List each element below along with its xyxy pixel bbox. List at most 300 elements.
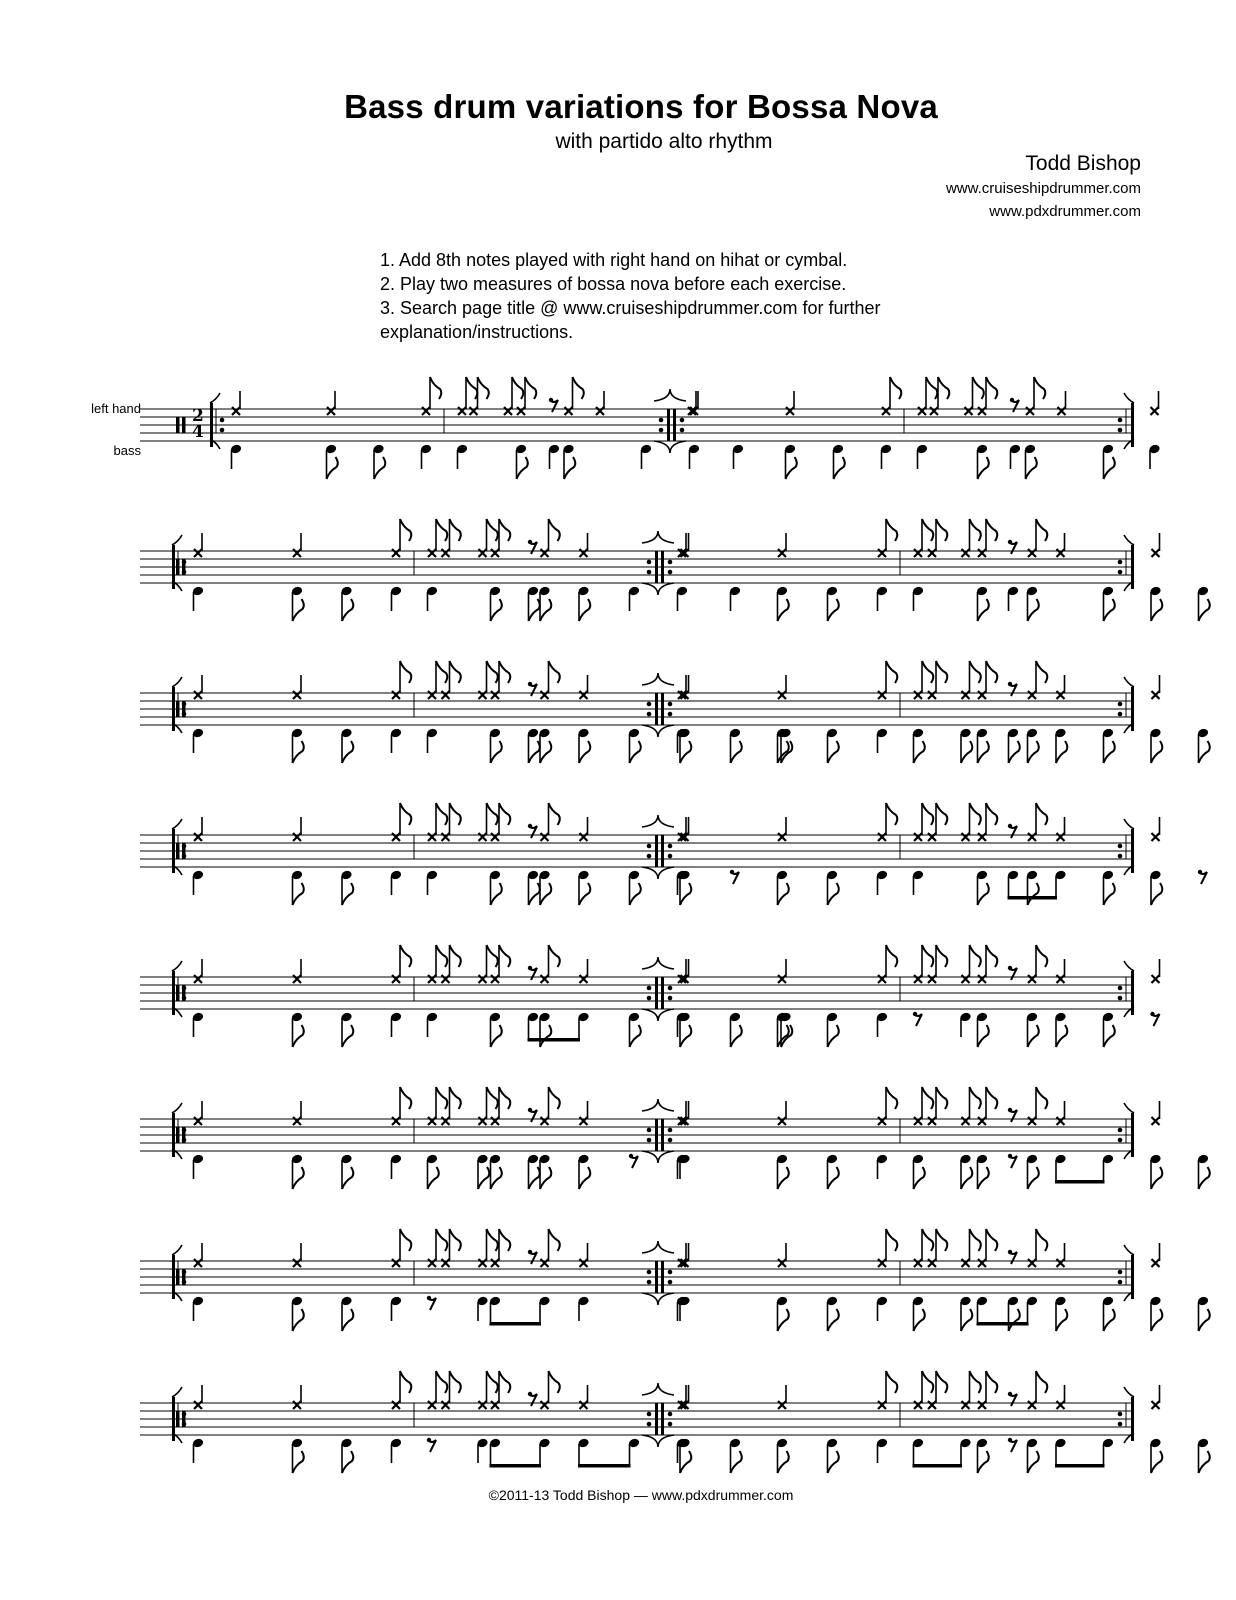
cross-notehead — [293, 691, 301, 699]
flag — [400, 1087, 411, 1109]
cross-notehead — [778, 833, 786, 841]
flag — [342, 1309, 353, 1331]
flag — [970, 519, 981, 541]
flag — [936, 1371, 947, 1393]
cross-notehead — [914, 1117, 922, 1125]
flag — [512, 377, 523, 399]
flag — [680, 741, 691, 763]
cross-notehead — [194, 1117, 202, 1125]
staff-system — [140, 945, 1160, 1047]
flag — [778, 1309, 789, 1331]
cross-notehead — [479, 833, 487, 841]
flag — [549, 1371, 560, 1393]
repeat-dot — [1118, 712, 1123, 717]
cross-notehead — [428, 1117, 436, 1125]
flag — [487, 1371, 498, 1393]
flag — [293, 1167, 304, 1189]
cross-notehead — [491, 833, 499, 841]
cross-notehead — [882, 407, 890, 415]
flag — [436, 803, 447, 825]
cross-notehead — [978, 975, 986, 983]
cross-notehead — [479, 691, 487, 699]
flag — [487, 519, 498, 541]
cross-notehead — [928, 1117, 936, 1125]
flag — [886, 1087, 897, 1109]
cross-notehead — [778, 549, 786, 557]
cross-notehead — [565, 407, 573, 415]
repeat-dot — [647, 712, 652, 717]
flag — [970, 661, 981, 683]
rest-dot — [528, 1392, 532, 1396]
repeat-dot — [1118, 428, 1123, 433]
flag — [1199, 1167, 1210, 1189]
website-link-pdx[interactable]: www.pdxdrummer.com — [989, 203, 1141, 220]
repeat-bracket — [642, 531, 674, 543]
staff-label-bass: bass — [113, 443, 141, 458]
rest-dot — [1010, 398, 1014, 402]
repeat-bracket — [642, 725, 674, 737]
cross-notehead — [978, 691, 986, 699]
flag — [540, 741, 551, 763]
cross-notehead — [1057, 1259, 1065, 1267]
rest-dot — [1008, 682, 1012, 686]
cross-notehead — [962, 549, 970, 557]
flag — [886, 1229, 897, 1251]
flag — [491, 883, 502, 905]
cross-notehead — [978, 833, 986, 841]
repeat-bar — [655, 1403, 658, 1435]
flag — [778, 599, 789, 621]
flag — [549, 661, 560, 683]
repeat-dot — [647, 560, 652, 565]
flag — [1199, 1451, 1210, 1473]
cross-notehead — [442, 1401, 450, 1409]
rest-dot — [1008, 1154, 1012, 1158]
flag — [342, 883, 353, 905]
repeat-dot — [182, 986, 187, 991]
repeat-bracket — [172, 819, 182, 829]
flag — [886, 519, 897, 541]
repeat-bracket — [642, 673, 674, 685]
flag — [970, 803, 981, 825]
flag — [478, 377, 489, 399]
flag — [961, 741, 972, 763]
repeat-dot — [1118, 418, 1123, 423]
footer-copyright: ©2011-13 Todd Bishop — www.pdxdrummer.com — [488, 1487, 794, 1503]
repeat-dot — [220, 418, 225, 423]
flag — [978, 883, 989, 905]
flag — [1036, 803, 1047, 825]
repeat-dot — [680, 428, 685, 433]
flag — [978, 741, 989, 763]
flag — [936, 803, 947, 825]
cross-notehead — [1028, 1401, 1036, 1409]
rest-dot — [913, 1012, 917, 1016]
cross-notehead — [928, 975, 936, 983]
repeat-bracket — [172, 1245, 182, 1255]
repeat-dot — [668, 996, 673, 1001]
cross-notehead — [914, 1401, 922, 1409]
repeat-dot — [1118, 560, 1123, 565]
flag — [680, 883, 691, 905]
repeat-dot — [220, 428, 225, 433]
flag — [487, 803, 498, 825]
flag — [986, 519, 997, 541]
cross-notehead — [914, 691, 922, 699]
cross-notehead — [778, 1259, 786, 1267]
flag — [293, 1451, 304, 1473]
repeat-bar — [661, 693, 664, 725]
flag — [293, 741, 304, 763]
cross-notehead — [458, 407, 466, 415]
instruction-line: explanation/instructions. — [380, 322, 574, 342]
cross-notehead — [978, 407, 986, 415]
rest-dot — [629, 1154, 633, 1158]
cross-notehead — [392, 975, 400, 983]
cross-notehead — [392, 1259, 400, 1267]
flag — [1026, 457, 1037, 479]
flag — [778, 883, 789, 905]
flag — [1104, 599, 1115, 621]
flag — [487, 1229, 498, 1251]
repeat-dot — [1118, 702, 1123, 707]
beam — [1055, 1464, 1105, 1468]
cross-notehead — [1057, 691, 1065, 699]
repeat-bracket — [1124, 1245, 1134, 1255]
cross-notehead — [914, 1259, 922, 1267]
flag — [1036, 945, 1047, 967]
cross-notehead — [491, 1401, 499, 1409]
cross-notehead — [962, 833, 970, 841]
flag — [786, 457, 797, 479]
cross-notehead — [479, 975, 487, 983]
repeat-dot — [668, 570, 673, 575]
rest-dot — [427, 1296, 431, 1300]
rest-dot — [1008, 966, 1012, 970]
rest-dot — [528, 966, 532, 970]
repeat-dot — [680, 418, 685, 423]
cross-notehead — [491, 1117, 499, 1125]
flag — [400, 1229, 411, 1251]
cross-notehead — [479, 1401, 487, 1409]
flag — [630, 1025, 641, 1047]
cross-notehead — [786, 407, 794, 415]
cross-notehead — [580, 691, 588, 699]
flag — [540, 1167, 551, 1189]
cross-notehead — [1152, 1259, 1160, 1267]
repeat-bar — [655, 977, 658, 1009]
repeat-bracket — [210, 393, 220, 403]
repeat-bar — [655, 551, 658, 583]
flag — [986, 377, 997, 399]
flag — [436, 519, 447, 541]
flag — [922, 1371, 933, 1393]
flag — [342, 1167, 353, 1189]
repeat-bar — [661, 977, 664, 1009]
cross-notehead — [392, 1401, 400, 1409]
flag — [886, 661, 897, 683]
cross-notehead — [194, 833, 202, 841]
flag — [436, 1371, 447, 1393]
flag — [922, 1087, 933, 1109]
flag — [1028, 1167, 1039, 1189]
cross-notehead — [541, 975, 549, 983]
cross-notehead — [1152, 1117, 1160, 1125]
flag — [973, 377, 984, 399]
flag — [342, 741, 353, 763]
flag — [886, 945, 897, 967]
cross-notehead — [596, 407, 604, 415]
flag — [450, 1371, 461, 1393]
cross-notehead — [914, 975, 922, 983]
repeat-bar — [661, 1403, 664, 1435]
repeat-dot — [182, 1412, 187, 1417]
beam — [1055, 1180, 1105, 1184]
flag — [436, 1087, 447, 1109]
flag — [986, 1371, 997, 1393]
cross-notehead — [1057, 1117, 1065, 1125]
repeat-bracket — [172, 961, 182, 971]
flag — [914, 741, 925, 763]
flag — [499, 1229, 510, 1251]
cross-notehead — [428, 975, 436, 983]
cross-notehead — [428, 833, 436, 841]
flag — [1151, 741, 1162, 763]
cross-notehead — [392, 691, 400, 699]
flag — [1104, 1309, 1115, 1331]
flag — [986, 661, 997, 683]
cross-notehead — [428, 1401, 436, 1409]
flag — [1056, 1309, 1067, 1331]
flag — [487, 1087, 498, 1109]
rest-dot — [528, 1108, 532, 1112]
cross-notehead — [878, 691, 886, 699]
cross-notehead — [541, 1259, 549, 1267]
flag — [529, 599, 540, 621]
repeat-bracket — [642, 1435, 674, 1447]
flag — [778, 1451, 789, 1473]
repeat-bracket — [1124, 535, 1134, 545]
repeat-dot — [647, 1412, 652, 1417]
repeat-dot — [182, 996, 187, 1001]
cross-notehead — [1026, 407, 1034, 415]
repeat-dot — [659, 428, 664, 433]
repeat-dot — [182, 1138, 187, 1143]
flag — [499, 1371, 510, 1393]
flag — [1028, 1025, 1039, 1047]
repeat-dot — [1118, 854, 1123, 859]
flag — [828, 1451, 839, 1473]
flag — [886, 1371, 897, 1393]
flag — [938, 377, 949, 399]
flag — [549, 803, 560, 825]
cross-notehead — [479, 549, 487, 557]
cross-notehead — [878, 549, 886, 557]
flag — [936, 1087, 947, 1109]
cross-notehead — [491, 1259, 499, 1267]
cross-notehead — [293, 1401, 301, 1409]
flag — [400, 1371, 411, 1393]
flag — [1151, 599, 1162, 621]
cross-notehead — [442, 1259, 450, 1267]
flag — [961, 1167, 972, 1189]
flag — [630, 883, 641, 905]
cross-notehead — [580, 1401, 588, 1409]
cross-notehead — [442, 975, 450, 983]
cross-notehead — [442, 691, 450, 699]
flag — [400, 945, 411, 967]
repeat-dot — [182, 1422, 187, 1427]
cross-notehead — [470, 407, 478, 415]
rest-dot — [1008, 540, 1012, 544]
rest-dot — [528, 682, 532, 686]
flag — [731, 1451, 742, 1473]
repeat-bracket — [642, 1099, 674, 1111]
flag — [1036, 1371, 1047, 1393]
cross-notehead — [978, 1259, 986, 1267]
flag — [936, 945, 947, 967]
flag — [978, 457, 989, 479]
cross-notehead — [442, 1117, 450, 1125]
repeat-dot — [1118, 1128, 1123, 1133]
website-link-cruiseship[interactable]: www.cruiseshipdrummer.com — [945, 180, 1141, 197]
cross-notehead — [1028, 975, 1036, 983]
flag — [1036, 1229, 1047, 1251]
cross-notehead — [194, 975, 202, 983]
staff-system — [140, 1229, 1210, 1331]
repeat-dot — [668, 1280, 673, 1285]
repeat-dot — [668, 702, 673, 707]
repeat-dot — [647, 702, 652, 707]
repeat-dot — [182, 712, 187, 717]
flag — [478, 1167, 489, 1189]
repeat-dot — [182, 854, 187, 859]
repeat-dot — [647, 986, 652, 991]
beam — [490, 1464, 542, 1468]
cross-notehead — [327, 407, 335, 415]
flag — [499, 661, 510, 683]
flag — [922, 803, 933, 825]
flag — [579, 1167, 590, 1189]
flag — [529, 1167, 540, 1189]
cross-notehead — [491, 549, 499, 557]
repeat-bracket — [1124, 677, 1134, 687]
rest-dot — [427, 1438, 431, 1442]
repeat-bracket — [642, 815, 674, 827]
flag — [491, 1167, 502, 1189]
cross-notehead — [422, 407, 430, 415]
cross-notehead — [580, 1117, 588, 1125]
repeat-bracket — [642, 1383, 674, 1395]
flag — [1199, 599, 1210, 621]
flag — [400, 519, 411, 541]
flag — [450, 661, 461, 683]
flag — [428, 1167, 439, 1189]
repeat-bar — [655, 1119, 658, 1151]
rest-dot — [1008, 1250, 1012, 1254]
beam — [490, 1322, 542, 1326]
cross-notehead — [293, 975, 301, 983]
flag — [436, 945, 447, 967]
cross-notehead — [1028, 833, 1036, 841]
flag — [890, 377, 901, 399]
cross-notehead — [194, 1259, 202, 1267]
rest-dot — [1150, 1012, 1154, 1016]
cross-notehead — [914, 833, 922, 841]
flag — [1104, 741, 1115, 763]
cross-notehead — [962, 1117, 970, 1125]
flag — [970, 945, 981, 967]
staff-system — [140, 661, 1210, 763]
cross-notehead — [928, 1259, 936, 1267]
flag — [922, 519, 933, 541]
flag — [1151, 1309, 1162, 1331]
cross-notehead — [293, 833, 301, 841]
flag — [1034, 377, 1045, 399]
author-name: Todd Bishop — [1025, 152, 1141, 175]
flag — [828, 1309, 839, 1331]
flag — [491, 1025, 502, 1047]
flag — [680, 1451, 691, 1473]
cross-notehead — [1028, 691, 1036, 699]
page-subtitle: with partido alto rhythm — [555, 130, 773, 153]
cross-notehead — [442, 549, 450, 557]
flag — [986, 945, 997, 967]
repeat-bar — [661, 1119, 664, 1151]
flag — [491, 599, 502, 621]
rest-dot — [528, 824, 532, 828]
flag — [922, 661, 933, 683]
cross-notehead — [293, 1117, 301, 1125]
rest-dot — [528, 540, 532, 544]
flag — [778, 1167, 789, 1189]
flag — [517, 457, 528, 479]
flag — [828, 599, 839, 621]
flag — [579, 741, 590, 763]
repeat-dot — [668, 1270, 673, 1275]
repeat-dot — [668, 1138, 673, 1143]
rest-dot — [1008, 1108, 1012, 1112]
flag — [549, 1229, 560, 1251]
beam — [977, 1322, 1029, 1326]
cross-notehead — [504, 407, 512, 415]
flag — [970, 1229, 981, 1251]
cross-notehead — [1028, 1259, 1036, 1267]
instruction-line: 1. Add 8th notes played with right hand on hihat or cymbal. — [380, 250, 848, 270]
cross-notehead — [878, 1401, 886, 1409]
repeat-bracket — [172, 1387, 182, 1397]
flag — [1028, 1451, 1039, 1473]
beam — [913, 1464, 963, 1468]
flag — [1036, 661, 1047, 683]
repeat-dot — [668, 854, 673, 859]
flag — [499, 1087, 510, 1109]
repeat-dot — [647, 854, 652, 859]
cross-notehead — [1057, 833, 1065, 841]
flag — [680, 1025, 691, 1047]
cross-notehead — [962, 1401, 970, 1409]
repeat-dot — [668, 1422, 673, 1427]
cross-notehead — [928, 691, 936, 699]
cross-notehead — [1028, 1117, 1036, 1125]
cross-notehead — [930, 407, 938, 415]
cross-notehead — [392, 833, 400, 841]
repeat-dot — [1118, 986, 1123, 991]
flag — [430, 377, 441, 399]
flag — [1009, 1309, 1020, 1331]
instruction-line: 2. Play two measures of bossa nova before each exercise. — [380, 274, 847, 294]
repeat-bar — [655, 693, 658, 725]
